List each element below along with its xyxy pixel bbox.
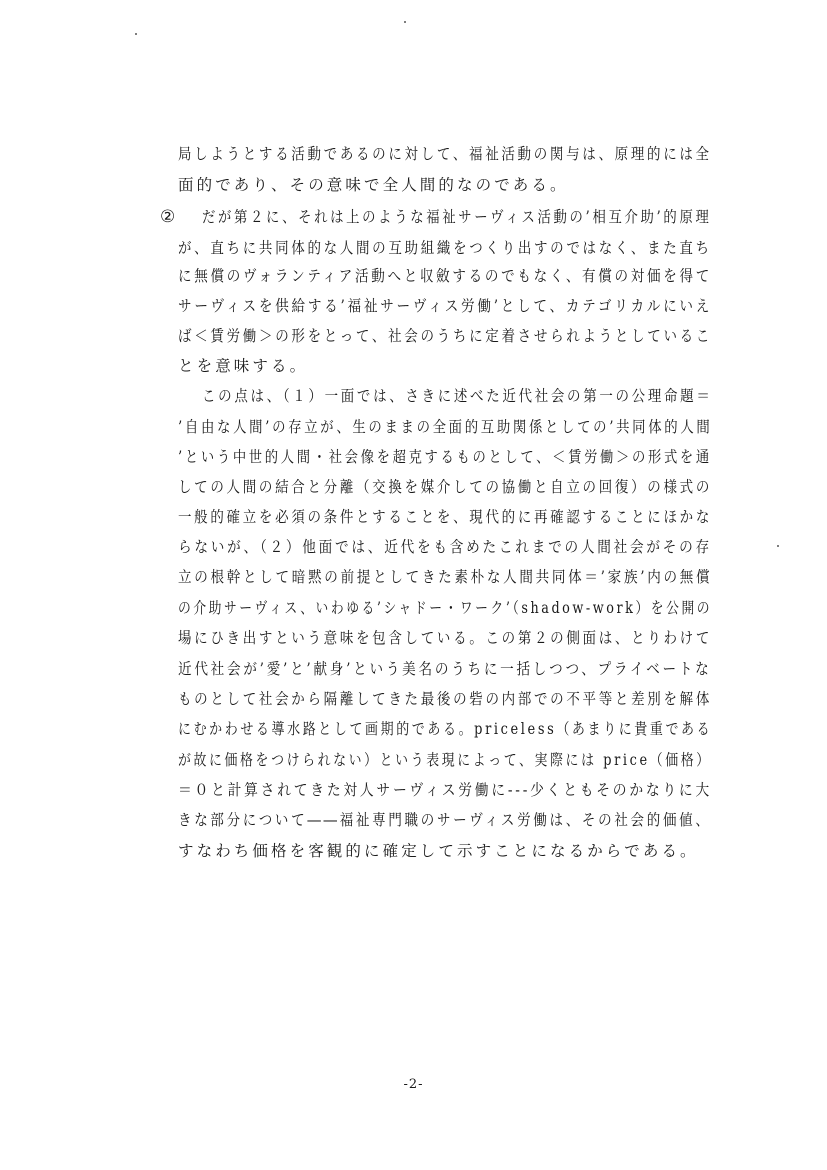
- text-line: にむかわせる導水路として画期的である。priceless（あまりに貴重である: [178, 720, 713, 738]
- scan-speck: [777, 545, 779, 547]
- page-number: -2-: [403, 1077, 424, 1092]
- text-line: らないが、（２）他面では、近代をも含めたこれまでの人間社会がその存: [178, 538, 712, 556]
- scan-speck: [135, 33, 137, 35]
- text-line: 近代社会が’愛’と’献身’という美名のうちに一括しつつ、プライベートな: [178, 660, 712, 678]
- text-line: 面的であり、その意味で全人間的なのである。: [178, 176, 569, 194]
- scan-speck: [404, 21, 406, 23]
- text-line: ’という中世的人間・社会像を超克するものとして、＜賃労働＞の形式を通: [178, 448, 712, 466]
- text-line: ものとして社会から隔離してきた最後の砦の内部での不平等と差別を解体: [178, 690, 713, 708]
- text-line: ’自由な人間’の存立が、生のままの全面的互助関係としての’共同体的人間: [178, 418, 713, 436]
- text-line: 場にひき出すという意味を包含している。この第２の側面は、とりわけて: [178, 629, 713, 647]
- text-line: 局しようとする活動であるのに対して、福祉活動の関与は、原理的には全: [178, 145, 712, 163]
- item-marker: ②: [160, 207, 176, 227]
- text-line: 一般的確立を必須の条件とすることを、現代的に再確認することにほかな: [178, 508, 713, 526]
- text-line: 立の根幹として暗黙の前提としてきた素朴な人間共同体＝’家族’内の無償: [178, 568, 713, 586]
- text-line: ば＜賃労働＞の形をとって、社会のうちに定着させられようとしているこ: [178, 327, 713, 345]
- text-line: だが第２に、それは上のような福祉サーヴィス活動の’相互介助’的原理: [202, 208, 712, 226]
- text-line: しての人間の結合と分離（交換を媒介しての協働と自立の回復）の様式の: [178, 478, 713, 496]
- text-line: サーヴィスを供給する’福祉サーヴィス労働’として、カテゴリカルにいえ: [178, 297, 713, 315]
- text-line: が、直ちに共同体的な人間の互助組織をつくり出すのではなく、また直ち: [178, 239, 712, 257]
- text-line: きな部分について――福祉専門職のサーヴィス労働は、その社会的価値、: [178, 811, 712, 829]
- text-line: に無償のヴォランティア活動へと収斂するのでもなく、有償の対価を得て: [178, 267, 712, 285]
- text-line: とを意味する。: [178, 357, 309, 375]
- text-line: すなわち価格を客観的に確定して示すことになるからである。: [178, 842, 699, 860]
- text-line: の介助サーヴィス、いわゆる’シャドー・ワーク’（shadow-work）を公開の: [178, 599, 713, 617]
- text-line: ＝０と計算されてきた対人サーヴィス労働に‐‐‐少くともそのかなりに大: [178, 781, 713, 799]
- text-line: この点は、（１）一面では、さきに述べた近代社会の第一の公理命題＝: [202, 387, 713, 405]
- text-line: が故に価格をつけられない）という表現によって、実際には price（価格）: [178, 751, 712, 769]
